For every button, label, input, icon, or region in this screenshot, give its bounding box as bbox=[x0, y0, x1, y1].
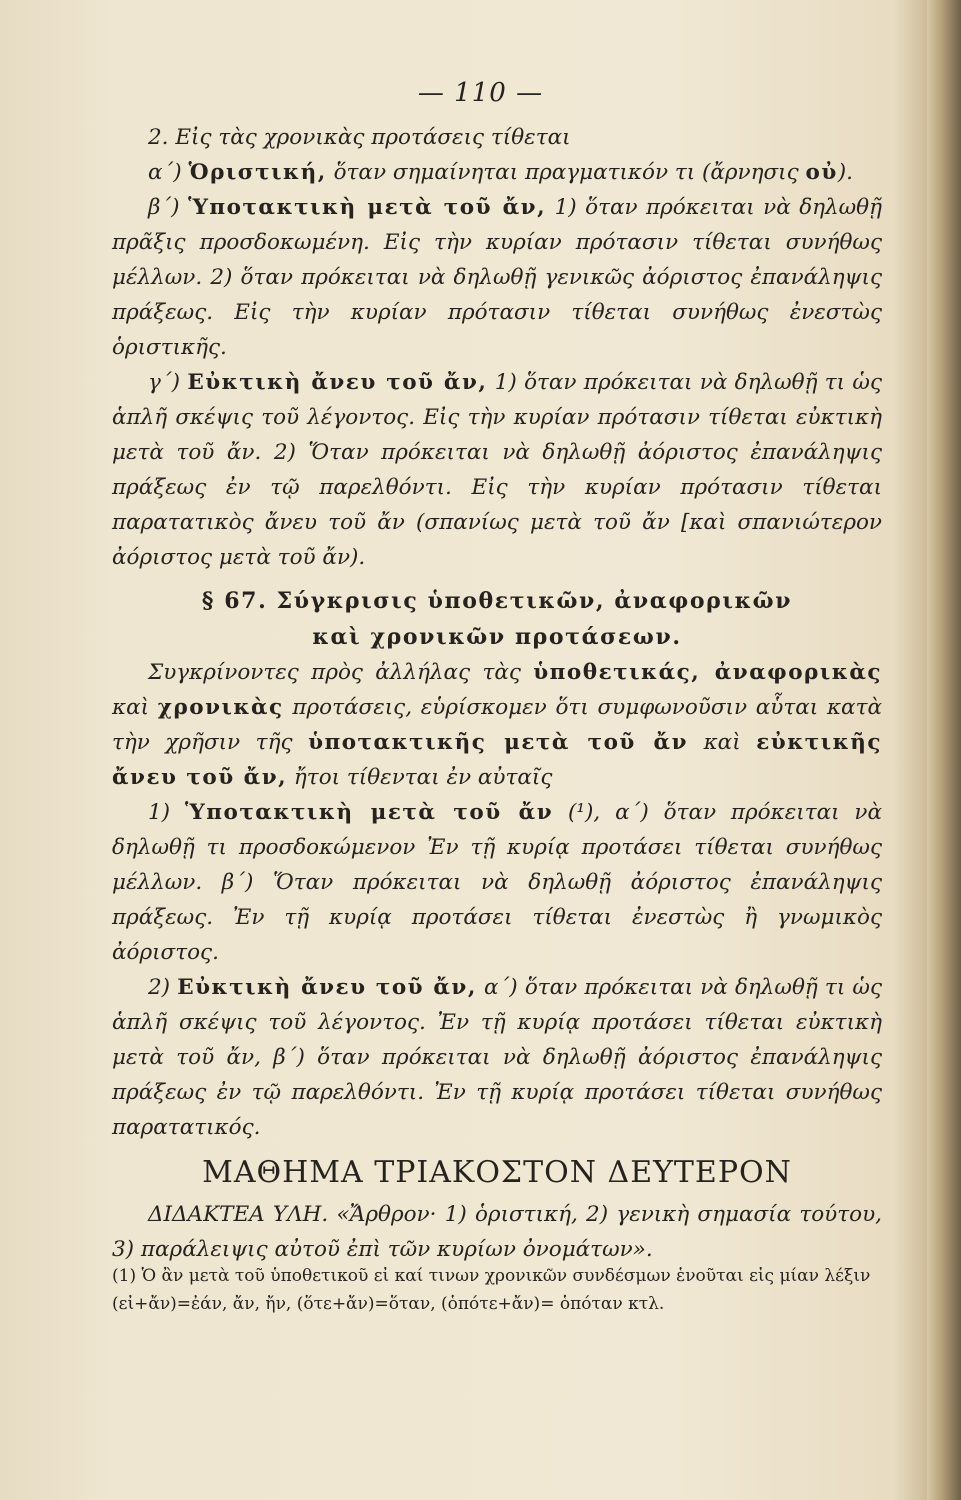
item-marker: γ΄) bbox=[148, 370, 188, 395]
paragraph-text: καὶ bbox=[112, 695, 158, 720]
item-marker: 1) bbox=[148, 800, 185, 825]
paragraph-text: ΔΙΔΑΚΤΕΑ ΥΛΗ. «Ἄρθρον· 1) ὁριστική, 2) γενικὴ σημασία τούτου, 3) παράλειψις αὐτοῦ ἐπὶ τῶν κυρίων ὀνομάτων». bbox=[112, 1202, 882, 1262]
paragraph-text: ὅταν σημαίνηται πραγματικόν τι (ἄρνησις bbox=[326, 160, 806, 185]
paragraph-text: (¹), α΄) ὅταν πρόκειται νὰ δηλωθῇ τι προσδοκώμενον Ἐν τῇ κυρίᾳ προτάσει τίθεται συνήθως μέλλων. β΄) Ὅταν πρόκειται νὰ δηλωθῇ ἀόριστος ἐπανάληψις πράξεως. Ἐν τῇ κυρίᾳ προτάσει τίθεται ἐνεστὼς ἢ γνωμικὸς ἀόριστος. bbox=[112, 800, 882, 965]
term-ou: οὐ bbox=[805, 160, 838, 185]
footnote-mark: (1) bbox=[112, 1266, 137, 1286]
paragraph-text: 1) ὅταν πρόκειται νὰ δηλωθῇ πρᾶξις προσδοκωμένη. Εἰς τὴν κυρίαν πρότασιν τίθεται συνήθως μέλλων. 2) ὅταν πρόκειται νὰ δηλωθῇ γενικῶς ἀόριστος ἐπανάληψις πράξεως. Εἰς τὴν κυρίαν πρότασιν τίθεται συνήθως ἐνεστὼς ὁριστικῆς. bbox=[112, 195, 883, 360]
paragraph-syllabus bbox=[112, 1197, 882, 1267]
term-temporal: χρονικὰς bbox=[157, 695, 284, 720]
paragraph-optative bbox=[112, 365, 882, 575]
paragraph-rule-2 bbox=[112, 970, 882, 1145]
page-number: — 110 — bbox=[417, 78, 544, 108]
paragraph-rule-1 bbox=[112, 795, 882, 970]
paragraph-text: α΄) ὅταν πρόκειται νὰ δηλωθῇ τι ὡς ἁπλῆ σκέψις τοῦ λέγοντος. Ἐν τῇ κυρίᾳ προτάσει τίθεται εὐκτικὴ μετὰ τοῦ ἄν, β΄) ὅταν πρόκειται νὰ δηλωθῇ ἀόριστος ἐπανάληψις πράξεως ἐν τῷ παρελθόντι. Ἐν τῇ κυρίᾳ προτάσει τίθεται συνήθως παρατατικός. bbox=[112, 975, 882, 1140]
term-optative: Εὐκτικὴ ἄνευ τοῦ ἄν, bbox=[187, 370, 488, 395]
main-text bbox=[112, 120, 882, 1267]
paragraph-temporal-intro bbox=[112, 120, 882, 155]
item-marker: α΄) bbox=[148, 160, 189, 185]
paragraph-text: 1) ὅταν πρόκειται νὰ δηλωθῇ τι ὡς ἁπλῆ σκέψις τοῦ λέγοντος. Εἰς τὴν κυρίαν πρότασιν τίθεται εὐκτικὴ μετὰ τοῦ ἄν. 2) Ὅταν πρόκειται νὰ δηλωθῇ ἀόριστος ἐπανάληψις πράξεως ἐν τῷ παρελθόντι. Εἰς τὴν κυρίαν πρότασιν τίθεται παρατατικὸς ἄνευ τοῦ ἄν (σπανίως μετὰ τοῦ ἄν [καὶ σπανιώτερον ἀόριστος μετὰ τοῦ ἄν). bbox=[112, 370, 882, 570]
paragraph-text: καὶ bbox=[688, 730, 757, 755]
term-optative: εὐκτικῆς ἄνευ τοῦ ἄν, bbox=[112, 730, 883, 790]
term-indicative: Ὁριστική, bbox=[188, 160, 327, 185]
section-heading bbox=[112, 583, 882, 655]
lesson-title: ΜΑΘΗΜΑ ΤΡΙΑΚΟΣΤΟΝ ΔΕΥΤΕΡΟΝ bbox=[202, 1155, 792, 1190]
term-subjunctive-an: Ὑποτακτικὴ μετὰ τοῦ ἄν bbox=[184, 800, 554, 825]
term-optative: Εὐκτικὴ ἄνευ τοῦ ἄν, bbox=[177, 975, 477, 1000]
section-heading-line-2: καὶ χρονικῶν προτάσεων. bbox=[312, 624, 682, 650]
footnote bbox=[112, 1262, 882, 1318]
section-heading-line-1: § 67. Σύγκρισις ὑποθετικῶν, ἀναφορικῶν bbox=[201, 588, 793, 614]
paragraph-text: προτάσεις, εὑρίσκομεν ὅτι συμφωνοῦσιν αὗται κατὰ τὴν χρῆσιν τῆς bbox=[112, 695, 882, 755]
term-hypothetical-relative: ὑποθετικάς, ἀναφορικὰς bbox=[533, 660, 883, 685]
book-spine-shadow bbox=[927, 0, 961, 1500]
paragraph-text: ἤτοι τίθενται ἐν αὐταῖς bbox=[287, 765, 553, 790]
footnote-text: Ὁ ἂν μετὰ τοῦ ὑποθετικοῦ εἰ καί τινων χρονικῶν συνδέσμων ἑνοῦται εἰς μίαν λέξιν (εἰ+ἄν)=ἐάν, ἄν, ἤν, (ὅτε+ἄν)=ὅταν, (ὁπότε+ἄν)= ὁπόταν κτλ. bbox=[112, 1266, 871, 1314]
term-subjunctive-an: ὑποτακτικῆς μετὰ τοῦ ἄν bbox=[308, 730, 689, 755]
paragraph-comparison bbox=[112, 655, 882, 795]
item-marker: 2) bbox=[148, 975, 178, 1000]
paragraph-subjunctive bbox=[112, 190, 882, 365]
paragraph-indicative bbox=[112, 155, 882, 190]
term-subjunctive-an: Ὑποτακτικὴ μετὰ τοῦ ἄν, bbox=[188, 195, 547, 220]
item-marker: β΄) bbox=[148, 195, 189, 220]
paragraph-text: ). bbox=[837, 160, 853, 185]
paragraph-text: 2. Εἰς τὰς χρονικὰς προτάσεις τίθεται bbox=[148, 125, 571, 150]
paragraph-text: Συγκρίνοντες πρὸς ἀλλήλας τὰς bbox=[148, 660, 534, 685]
